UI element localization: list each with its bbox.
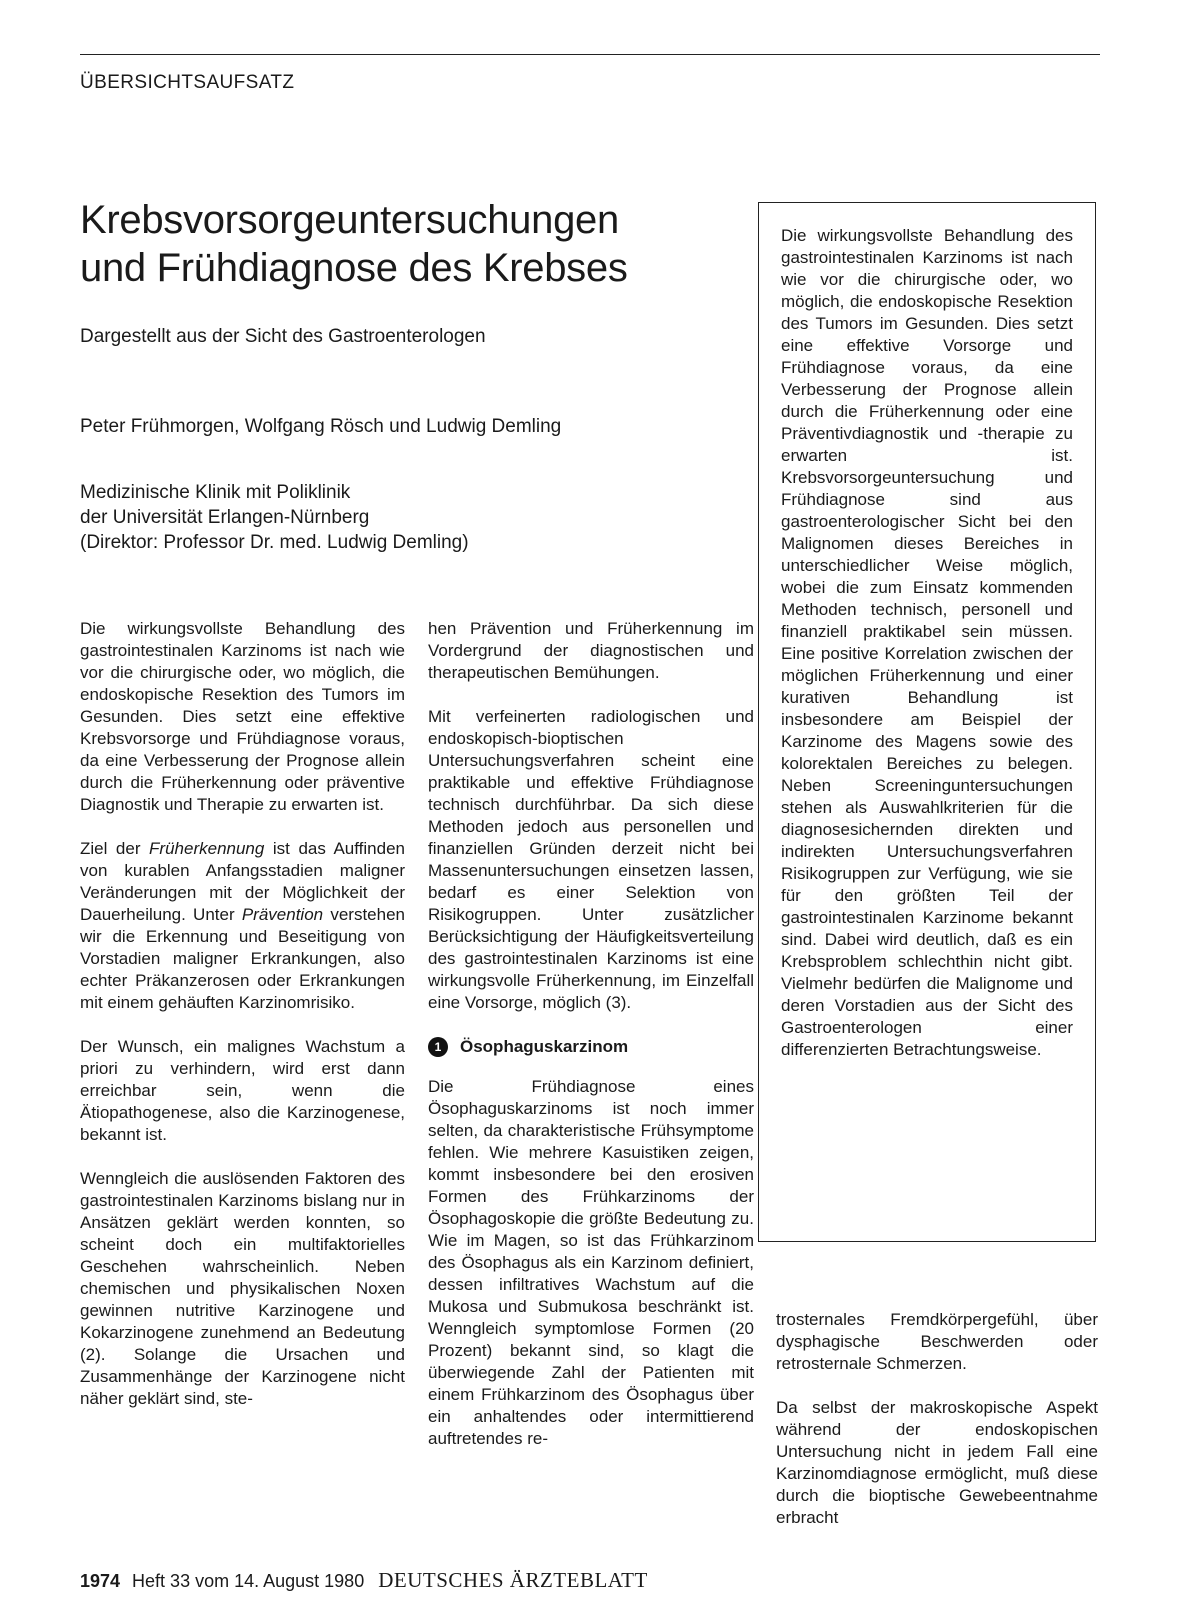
- section-number-badge: 1: [428, 1037, 448, 1057]
- body-column-3: [776, 1309, 1098, 1551]
- text-run: verstehen wir die Erkennung und Beseitigung von Vorstadien maligner Erkrankungen, also echter Präkanzerosen oder Erkrankungen mit einem gehäuften Karzinomrisiko.: [80, 905, 405, 1012]
- emphasis-frueherkennung: Früherkennung: [149, 839, 265, 858]
- paragraph: Der Wunsch, ein malignes Wachstum a priori zu verhindern, wird erst dann erreichbar sein, wenn die Ätiopathogenese, also die Karzinogenese, bekannt ist.: [80, 1037, 405, 1144]
- article-title: [80, 196, 720, 292]
- header-rule: [80, 54, 1100, 55]
- title-line-1: Krebsvorsorgeuntersuchungen: [80, 198, 619, 242]
- abstract-box: [758, 202, 1096, 1242]
- issue-info: Heft 33 vom 14. August 1980: [132, 1571, 365, 1591]
- paragraph: Die wirkungsvollste Behandlung des gastrointestinalen Karzinoms ist nach wie vor die chirurgische oder, wo möglich, die endoskopische Resektion des Tumors im Gesunden. Dies setzt eine effektive Krebsvorsorge und Frühdiagnose voraus, da eine Verbesserung der Prognose allein durch die Früherkennung oder präventive Diagnostik und Therapie zu erwarten ist.: [80, 619, 405, 814]
- body-column-2: [428, 618, 754, 1472]
- section-heading-text: Ösophaguskarzinom: [460, 1037, 629, 1056]
- paragraph: [80, 838, 405, 1014]
- affiliation: [80, 480, 469, 555]
- affiliation-line: (Direktor: Professor Dr. med. Ludwig Demling): [80, 532, 469, 553]
- journal-name: DEUTSCHES ÄRZTEBLATT: [378, 1568, 648, 1592]
- paragraph: Wenngleich die auslösenden Faktoren des gastrointestinalen Karzinoms bislang nur in Ansätzen geklärt werden konnten, so scheint doch ein multifaktorielles Geschehen wahrscheinlich. Neben chemischen und physikalischen Noxen gewinnen nutritive Karzinogene und Kokarzinogene zunehmend an Bedeutung (2). Solange die Ursachen und Zusammenhänge der Karzinogene nicht näher geklärt sind, ste-: [80, 1169, 405, 1408]
- section-label: ÜBERSICHTSAUFSATZ: [80, 72, 295, 93]
- title-line-2: und Frühdiagnose des Krebses: [80, 246, 628, 290]
- paragraph: Die Frühdiagnose eines Ösophaguskarzinoms ist noch immer selten, da charakteristische Frühsymptome fehlen. Wie mehrere Kasuistiken zeigen, kommt insbesondere bei den erosiven Formen des Frühkarzinoms der Ösophagoskopie die größte Bedeutung zu. Wie im Magen, so ist das Frühkarzinom des Ösophagus als ein Karzinom definiert, dessen infiltratives Wachstum auf die Mukosa und Submukosa beschränkt ist. Wenngleich symptomlose Formen (20 Prozent) bekannt sind, so klagt die überwiegende Zahl der Patienten mit einem Frühkarzinom des Ösophagus über ein anhaltendes oder intermittierend auftretendes re-: [428, 1077, 754, 1448]
- text-run: Ziel der: [80, 839, 150, 858]
- affiliation-line: der Universität Erlangen-Nürnberg: [80, 507, 370, 528]
- emphasis-praevention: Prävention: [241, 905, 324, 924]
- text-run: ist das Auffinden von kurablen Anfangsstadien maligner Veränderungen mit der Möglichkeit der Dauerheilung. Unter: [80, 839, 405, 924]
- paragraph: trosternales Fremdkörpergefühl, über dysphagische Beschwerden oder retrosternale Schmerzen.: [776, 1310, 1098, 1373]
- page-footer: [80, 1568, 648, 1593]
- section-heading: [428, 1036, 754, 1058]
- body-column-1: [80, 618, 405, 1432]
- paragraph: Da selbst der makroskopische Aspekt während der endoskopischen Untersuchung nicht in jedem Fall eine Karzinomdiagnose ermöglicht, muß diese durch die bioptische Gewebeentnahme erbracht: [776, 1398, 1098, 1527]
- abstract-text: Die wirkungsvollste Behandlung des gastrointestinalen Karzinoms ist nach wie vor die chirurgische oder, wo möglich, die endoskopische Resektion des Tumors im Gesunden. Dies setzt eine effektive Vorsorge und Frühdiagnose voraus, da eine Verbesserung der Prognose allein durch die Früherkennung oder eine Präventivdiagnostik und -therapie zu erwarten ist. Krebsvorsorgeuntersuchung und Frühdiagnose sind aus gastroenterologischer Sicht bei den Malignomen dieses Bereiches in unterschiedlicher Weise möglich, wobei die zum Einsatz kommenden Methoden technisch, personell und finanziell praktikabel sein müssen. Eine positive Korrelation zwischen der möglichen Früherkennung und einer kurativen Behandlung ist insbesondere am Beispiel der Karzinome des Magens sowie des kolorektalen Bereiches zu belegen. Neben Screeninguntersuchungen stehen als Auswahlkriterien für die diagnosesichernden direkten und indirekten Untersuchungsverfahren Risikogruppen zur Verfügung, wie sie für den größten Teil der gastrointestinalen Karzinome bekannt sind. Dabei wird deutlich, daß es ein Krebsproblem schlechthin nicht gibt. Vielmehr bedürfen die Malignome und deren Vorstadien aus der Sicht des Gastroenterologen einer differenzierten Betrachtungsweise.: [781, 226, 1073, 1059]
- paragraph: Mit verfeinerten radiologischen und endoskopisch-bioptischen Untersuchungsverfahren scheint eine praktikable und effektive Frühdiagnose technisch durchführbar. Da sich diese Methoden jedoch aus personellen und finanziellen Gründen derzeit nicht bei Massenuntersuchungen einsetzen lassen, bedarf es einer Selektion von Risikogruppen. Unter zusätzlicher Berücksichtigung der Häufigkeitsverteilung des gastrointestinalen Karzinoms ist eine wirkungsvolle Früherkennung, im Einzelfall eine Vorsorge, möglich (3).: [428, 707, 754, 1012]
- paragraph: hen Prävention und Früherkennung im Vordergrund der diagnostischen und therapeutischen Bemühungen.: [428, 619, 754, 682]
- authors: Peter Frühmorgen, Wolfgang Rösch und Ludwig Demling: [80, 416, 562, 437]
- page-number: 1974: [80, 1571, 121, 1591]
- article-subtitle: Dargestellt aus der Sicht des Gastroenterologen: [80, 326, 486, 347]
- affiliation-line: Medizinische Klinik mit Poliklinik: [80, 482, 351, 503]
